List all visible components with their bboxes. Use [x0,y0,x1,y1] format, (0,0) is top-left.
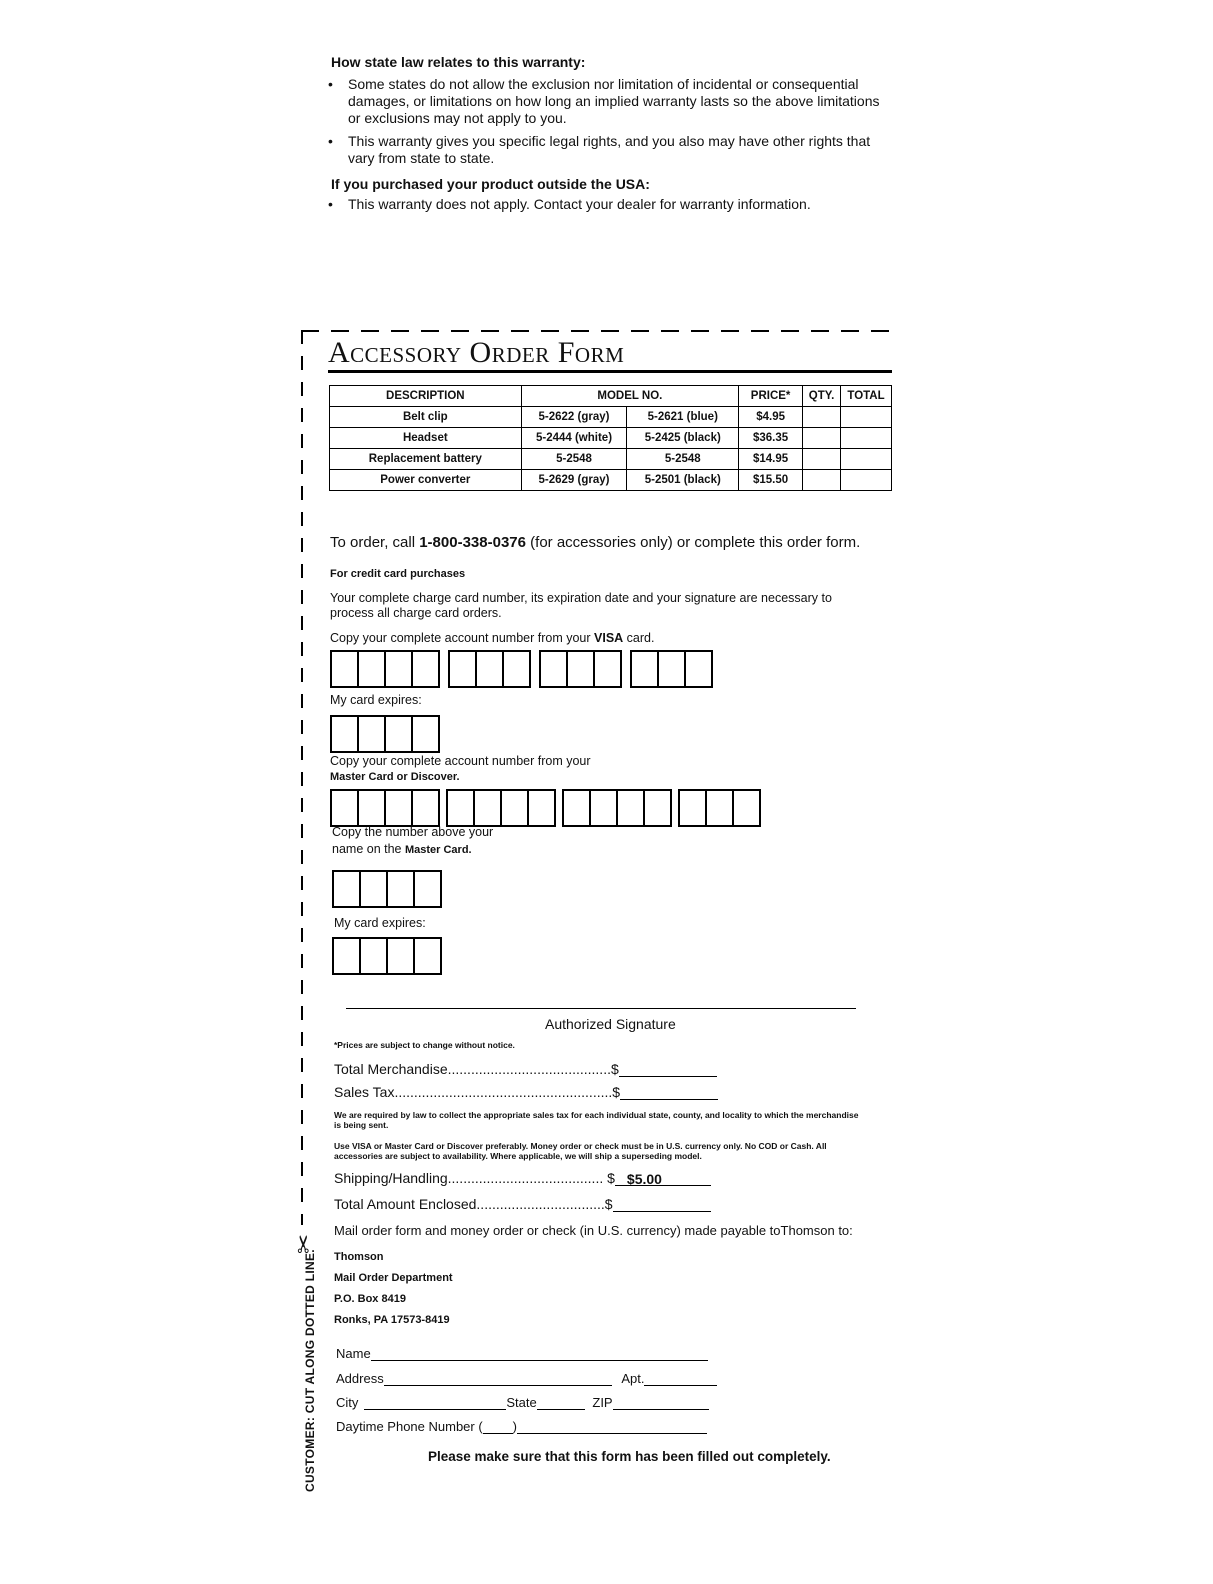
phone-field[interactable] [517,1419,707,1434]
sales-tax-field[interactable] [620,1085,718,1100]
payment-note: Use VISA or Master Card or Discover preferably. Money order or check must be in U.S. currency only. No COD or Cash. All accessories are subject to availability. Where applicable, we will ship a superseding model. [334,1141,827,1161]
address-line: Thomson [334,1251,384,1263]
address-line: P.O. Box 8419 [334,1293,406,1305]
cell-desc: Headset [330,428,522,449]
cell-model1: 5-2629 (gray) [521,470,627,491]
total-merchandise-field[interactable] [619,1062,717,1077]
header-model: MODEL NO. [521,386,739,407]
mc-expires-label: My card expires: [334,916,426,930]
cell-total[interactable] [841,407,892,428]
signature-line[interactable] [346,1008,856,1009]
cell-qty[interactable] [803,449,841,470]
cell-total[interactable] [841,470,892,491]
list-item: • This warranty does not apply. Contact your dealer for warranty information. [328,196,888,213]
cell-model1: 5-2548 [521,449,627,470]
cell-model2: 5-2501 (black) [627,470,739,491]
mc-above-line-2: name on the Master Card. [332,842,472,856]
footer-note: Please make sure that this form has been filled out completely. [428,1449,831,1464]
cell-model1: 5-2622 (gray) [521,407,627,428]
city-field[interactable] [364,1395,506,1410]
cell-price: $15.50 [739,470,803,491]
credit-text: Your complete charge card number, its expiration date and your signature are necessary to process all charge card orders. [330,591,832,620]
outside-usa-list [328,196,888,219]
cell-model2: 5-2621 (blue) [627,407,739,428]
zip-field[interactable] [613,1395,709,1410]
shipping-row: Shipping/Handling........................................ $ $5.00 [334,1170,711,1186]
cut-line-label: CUSTOMER: CUT ALONG DOTTED LINE. [303,1249,317,1492]
accessory-table [329,385,892,491]
state-field[interactable] [537,1395,585,1410]
visa-number-boxes[interactable] [330,650,721,688]
mc-instruction-2: Master Card or Discover. [330,771,460,783]
list-item: • Some states do not allow the exclusion nor limitation of incidental or consequential damages, or limitations on how long an implied warranty lasts so the above limitations or exclusions may not apply to you. [328,76,888,127]
mc-number-boxes[interactable] [330,789,769,827]
credit-heading: For credit card purchases [330,568,466,580]
mc-above-boxes[interactable] [332,870,450,908]
address-line: Mail Order Department [334,1272,453,1284]
cell-desc: Power converter [330,470,522,491]
cell-desc: Belt clip [330,407,522,428]
cell-model2: 5-2548 [627,449,739,470]
cell-qty[interactable] [803,428,841,449]
address-row: Address Apt. [336,1371,717,1386]
signature-label: Authorized Signature [545,1016,676,1032]
header-description: DESCRIPTION [330,386,522,407]
name-row: Name [336,1346,708,1361]
order-phone: 1-800-338-0376 [419,534,526,551]
mc-instruction-1: Copy your complete account number from your [330,754,591,768]
address-field[interactable] [384,1371,612,1386]
form-title: Accessory Order Form [328,336,625,369]
header-total: TOTAL [841,386,892,407]
header-price: PRICE* [739,386,803,407]
total-merchandise-row: Total Merchandise..........................................$ [334,1061,717,1077]
state-law-list [328,76,888,173]
mail-address [334,1247,453,1331]
scissors-icon: ✂ [291,1233,319,1255]
cell-model1: 5-2444 (white) [521,428,627,449]
cell-qty[interactable] [803,407,841,428]
cell-price: $4.95 [739,407,803,428]
outside-usa-heading: If you purchased your product outside the USA: [331,176,650,192]
name-field[interactable] [371,1346,708,1361]
total-enclosed-field[interactable] [613,1197,711,1212]
table-header-row [330,386,892,407]
visa-instruction: Copy your complete account number from your VISA card. [330,631,655,645]
apt-field[interactable] [644,1371,717,1386]
table-row [330,407,892,428]
table-row [330,428,892,449]
state-law-heading: How state law relates to this warranty: [331,54,586,70]
phone-row: Daytime Phone Number ( ) [336,1419,707,1434]
order-instructions: To order, call 1-800-338-0376 (for accessories only) or complete this order form. [330,534,861,551]
cell-qty[interactable] [803,470,841,491]
area-code-field[interactable] [483,1419,513,1434]
price-note: *Prices are subject to change without notice. [334,1040,515,1050]
mc-expiry-boxes[interactable] [332,937,450,975]
mail-instructions: Mail order form and money order or check (in U.S. currency) made payable toThomson to: [334,1223,853,1238]
visa-expiry-boxes[interactable] [330,715,448,753]
mc-above-line-1: Copy the number above your [332,825,494,839]
tax-note: We are required by law to collect the appropriate sales tax for each individual state, county, and locality to which the merchandise is being sent. [334,1110,859,1130]
cut-line-left [301,330,303,1225]
shipping-value: $5.00 [615,1172,711,1186]
table-row [330,449,892,470]
cell-model2: 5-2425 (black) [627,428,739,449]
cell-total[interactable] [841,428,892,449]
header-qty: QTY. [803,386,841,407]
cut-line-top [301,330,892,332]
cell-total[interactable] [841,449,892,470]
title-rule [328,370,892,373]
cell-price: $14.95 [739,449,803,470]
list-item: • This warranty gives you specific legal rights, and you also may have other rights that vary from state to state. [328,133,888,167]
total-enclosed-row: Total Amount Enclosed.................................$ [334,1196,711,1212]
table-row [330,470,892,491]
sales-tax-row: Sales Tax........................................................$ [334,1084,718,1100]
city-row: City State ZIP [336,1395,709,1410]
address-line: Ronks, PA 17573-8419 [334,1314,450,1326]
cell-price: $36.35 [739,428,803,449]
cell-desc: Replacement battery [330,449,522,470]
visa-expires-label: My card expires: [330,693,422,707]
